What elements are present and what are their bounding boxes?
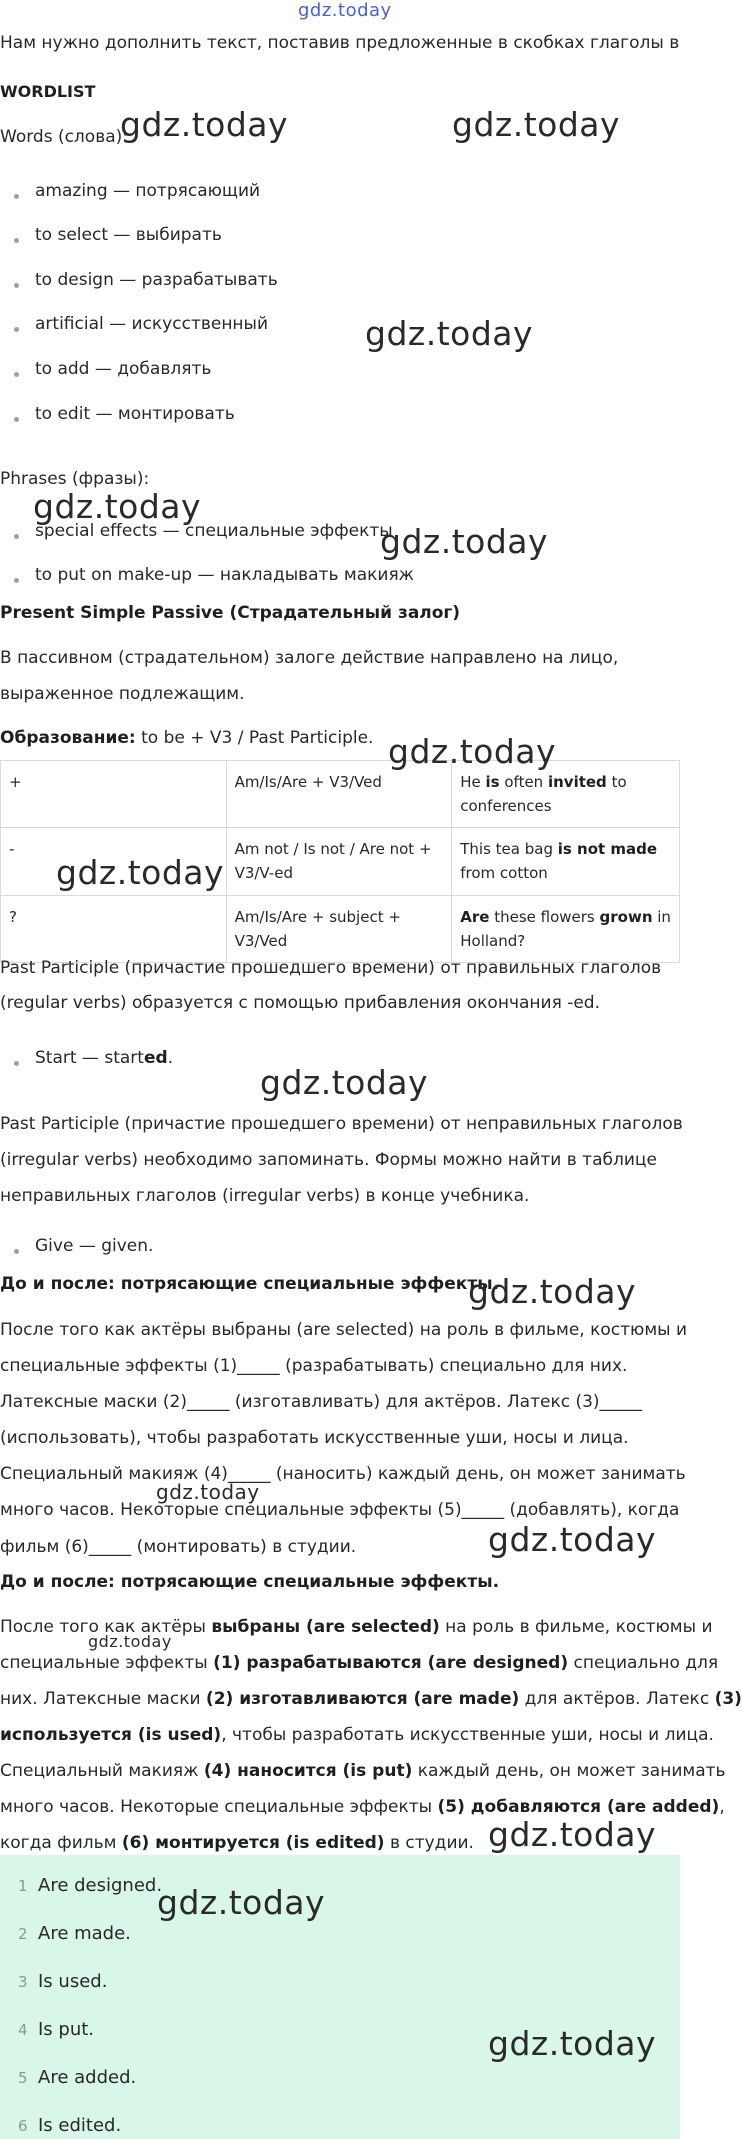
answer-number: 3: [18, 1973, 28, 1991]
watermark: gdz.today: [88, 1632, 172, 1651]
bullet-icon: [14, 534, 19, 539]
irregular-verbs-text: Past Participle (причастие прошедшего времени) от неправильных глаголов: [0, 1114, 683, 1134]
table-row: [1, 761, 680, 828]
answer-item: [18, 1923, 131, 1944]
list-item: Give — given.: [35, 1236, 154, 1256]
site-logo-watermark: gdz.today: [298, 0, 392, 21]
intro-text: Нам нужно дополнить текст, поставив предложенные в скобках глаголы в: [0, 33, 680, 53]
task-line: Латексные маски (2)_____ (изготавливать) для актёров. Латекс (3)_____: [0, 1392, 643, 1412]
bullet-icon: [14, 1061, 19, 1066]
watermark: gdz.today: [488, 1520, 657, 1559]
watermark: gdz.today: [452, 105, 621, 144]
list-item: to put on make-up — накладывать макияж: [35, 565, 414, 585]
list-item: artificial — искусственный: [35, 314, 269, 334]
bullet-icon: [14, 238, 19, 243]
bullet-icon: [14, 283, 19, 288]
watermark: gdz.today: [380, 522, 549, 561]
list-item: special effects — специальные эффекты: [35, 521, 393, 541]
answers-block: [0, 1855, 680, 2139]
task-line: фильм (6)_____ (монтировать) в студии.: [0, 1537, 357, 1557]
answer-number: 6: [18, 2117, 28, 2135]
answer-item: [18, 1875, 162, 1896]
answer-number: 1: [18, 1877, 28, 1895]
table-cell: -: [1, 828, 227, 896]
regular-verbs-text: (regular verbs) образуется с помощью прибавления окончания -ed.: [0, 993, 600, 1013]
words-label: Words (слова):: [0, 127, 128, 147]
bullet-icon: [14, 1249, 19, 1254]
bullet-icon: [14, 417, 19, 422]
phrases-label: Phrases (фразы):: [0, 469, 150, 489]
passive-description: В пассивном (страдательном) залоге действие направлено на лицо,: [0, 648, 619, 668]
regular-verbs-text: Past Participle (причастие прошедшего времени) от правильных глаголов: [0, 958, 662, 978]
task-line: много часов. Некоторые специальные эффекты (5)_____ (добавлять), когда: [0, 1500, 680, 1520]
answer-number: 4: [18, 2021, 28, 2039]
list-item: Start — started.: [35, 1048, 174, 1068]
passive-description: выраженное подлежащим.: [0, 684, 245, 704]
answer-value: Are added.: [38, 2067, 137, 2088]
answer-title: До и после: потрясающие специальные эффекты.: [0, 1572, 500, 1592]
task-title: До и после: потрясающие специальные эффекты.: [0, 1274, 500, 1294]
watermark: gdz.today: [488, 1815, 657, 1854]
table-cell: ?: [1, 896, 227, 963]
watermark: gdz.today: [120, 105, 289, 144]
list-item: to select — выбирать: [35, 225, 222, 245]
watermark: gdz.today: [388, 732, 557, 771]
answer-item: [18, 1971, 107, 1992]
task-line: специальные эффекты (1)_____ (разрабатывать) специально для них.: [0, 1356, 628, 1376]
watermark: gdz.today: [260, 1063, 429, 1102]
bullet-icon: [14, 327, 19, 332]
irregular-verbs-text: (irregular verbs) необходимо запоминать. Формы можно найти в таблице: [0, 1150, 657, 1170]
bullet-icon: [14, 578, 19, 583]
watermark: gdz.today: [33, 487, 202, 526]
table-cell: Am/Is/Are + V3/Ved: [226, 761, 452, 828]
answer-line: Специальный макияж (4) наносится (is put) каждый день, он может занимать: [0, 1761, 726, 1781]
answer-line: специальные эффекты (1) разрабатываются (are designed) специально для: [0, 1653, 719, 1673]
answer-line: много часов. Некоторые специальные эффекты (5) добавляются (are added),: [0, 1797, 725, 1817]
answer-number: 5: [18, 2069, 28, 2087]
answer-value: Are made.: [38, 1923, 131, 1944]
task-line: Специальный макияж (4)_____ (наносить) каждый день, он может занимать: [0, 1464, 686, 1484]
answer-value: Is edited.: [38, 2115, 122, 2136]
table-row: [1, 896, 680, 963]
answer-value: Is used.: [38, 1971, 108, 1992]
table-cell: Am not / Is not / Are not + V3/V-ed: [226, 828, 452, 896]
bullet-icon: [14, 372, 19, 377]
watermark: gdz.today: [365, 314, 534, 353]
table-cell: He is often invited to conferences: [452, 761, 680, 828]
answer-value: Is put.: [38, 2019, 95, 2040]
answer-line: используется (is used), чтобы разработать искусственные уши, носы и лица.: [0, 1725, 714, 1745]
answer-line: После того как актёры выбраны (are selected) на роль в фильме, костюмы и: [0, 1617, 713, 1637]
irregular-verbs-text: неправильных глаголов (irregular verbs) в конце учебника.: [0, 1186, 530, 1206]
watermark: gdz.today: [157, 1883, 326, 1922]
passive-heading: Present Simple Passive (Страдательный залог): [0, 603, 461, 623]
wordlist-heading: WORDLIST: [0, 82, 96, 101]
task-line: После того как актёры выбраны (are selected) на роль в фильме, костюмы и: [0, 1320, 688, 1340]
watermark: gdz.today: [156, 1480, 260, 1504]
watermark: gdz.today: [468, 1272, 637, 1311]
formation-rule: Образование: to be + V3 / Past Participle.: [0, 728, 374, 748]
table-cell: Are these flowers grown in Holland?: [452, 896, 680, 963]
answer-value: Are designed.: [38, 1875, 163, 1896]
answer-number: 2: [18, 1925, 28, 1943]
list-item: to add — добавлять: [35, 359, 212, 379]
answer-line: них. Латексные маски (2) изготавливаются (are made) для актёров. Латекс (3): [0, 1689, 742, 1709]
watermark: gdz.today: [56, 853, 225, 892]
table-cell: +: [1, 761, 227, 828]
list-item: amazing — потрясающий: [35, 181, 261, 201]
list-item: to edit — монтировать: [35, 404, 235, 424]
bullet-icon: [14, 194, 19, 199]
answer-item: [18, 2067, 136, 2088]
answer-line: когда фильм (6) монтируется (is edited) в студии.: [0, 1833, 474, 1853]
table-cell: This tea bag is not made from cotton: [452, 828, 680, 896]
table-cell: Am/Is/Are + subject + V3/Ved: [226, 896, 452, 963]
answer-item: [18, 2019, 94, 2040]
list-item: to design — разрабатывать: [35, 270, 278, 290]
answer-item: [18, 2115, 121, 2136]
watermark: gdz.today: [488, 2024, 657, 2063]
task-line: (использовать), чтобы разработать искусственные уши, носы и лица.: [0, 1428, 629, 1448]
